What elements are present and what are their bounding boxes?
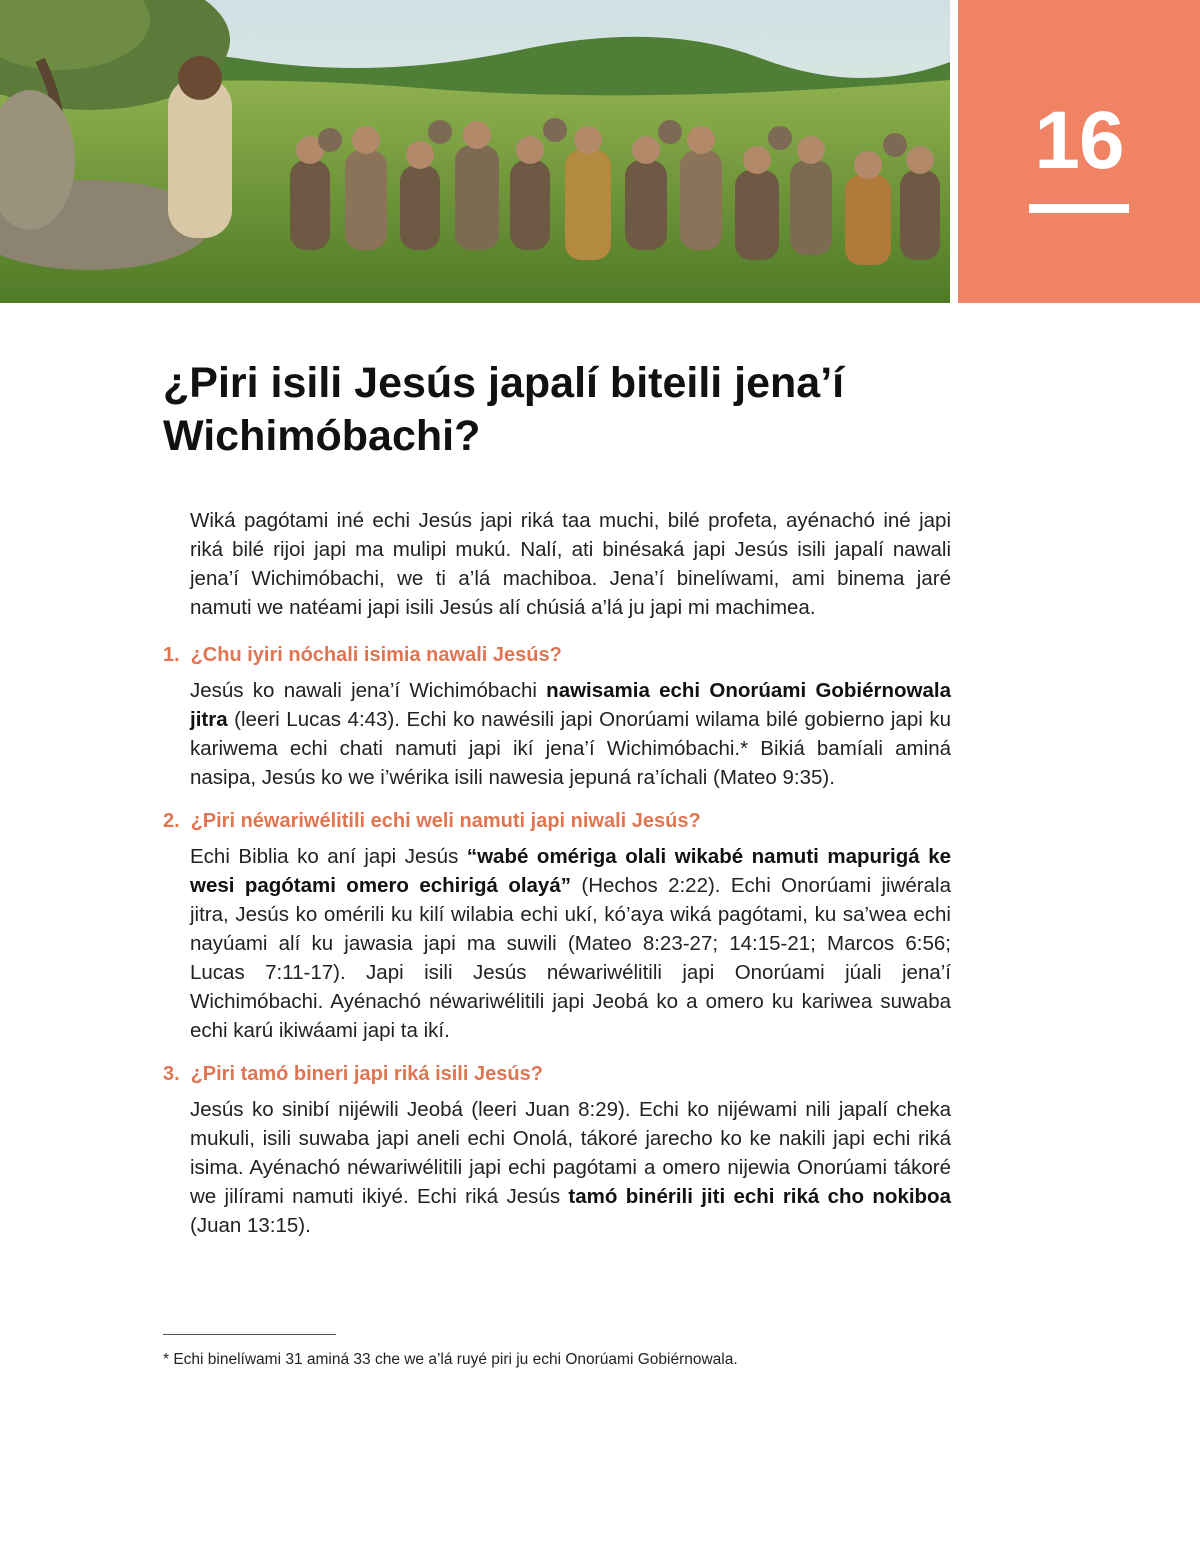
question-number: 1.	[163, 644, 180, 666]
answer-paragraph	[190, 842, 951, 1045]
answer-paragraph	[190, 676, 951, 792]
hero-illustration	[0, 0, 950, 303]
footnote-divider	[163, 1334, 336, 1335]
answer-key-point: tamó binérili jiti echi riká cho nokiboa	[568, 1185, 951, 1208]
answer-text: Echi Biblia ko aní japi Jesús	[190, 845, 467, 868]
answer-text: Jesús ko nawali jena’í Wichimóbachi	[190, 679, 547, 702]
page-title: ¿Piri isili Jesús japalí biteili jena’í Wichimóbachi?	[163, 359, 845, 460]
question-heading	[163, 642, 951, 668]
answer-text: (Juan 13:15).	[190, 1214, 311, 1237]
lesson-number-underline	[1029, 204, 1129, 213]
section-1	[163, 642, 951, 792]
answer-paragraph	[190, 1095, 951, 1240]
question-text: ¿Piri tamó bineri japi riká isili Jesús?	[190, 1063, 543, 1085]
lesson-number: 16	[1034, 95, 1124, 186]
question-text: ¿Chu iyiri nóchali isimia nawali Jesús?	[190, 644, 562, 666]
question-number: 2.	[163, 810, 180, 832]
section-2	[163, 808, 951, 1045]
answer-text: Jesús ko sinibí nijéwili Jeobá (leeri Juan 8:29). Echi ko nijéwami nili japalí cheka mukuli, isili suwaba japi aneli echi Onolá, tákoré jarecho ko ke nakili japi echi riká isima. Ayénachó néwariwélitili japi echi pagótami a omero nijewia Onorúami tákoré we jilírami namuti ikiyé. Echi riká Jesús	[190, 1098, 951, 1208]
lesson-content	[163, 506, 951, 1240]
question-heading	[163, 808, 951, 834]
lesson-number-box	[958, 0, 1200, 303]
answer-key-point: nawisamia echi Onorúami Gobiérnowala jitra	[190, 679, 951, 731]
hero-image	[0, 0, 950, 303]
answer-key-point: “wabé omériga olali wikabé namuti mapurigá ke wesi pagótami omero echirigá olayá”	[190, 845, 951, 897]
answer-text: (Hechos 2:22). Echi Onorúami jiwérala jitra, Jesús ko omérili ku kilí wilabia echi ukí, kó’aya wiká pagótami, ku sa’wea echi nayúami alí ku jawasia japi ma suwili (Mateo 8:23-27; 14:15-21; Marcos 6:56; Lucas 7:11-17). Japi isili Jesús néwariwélitili japi Onorúami júali jena’í Wichimóbachi. Ayénachó néwariwélitili japi Jeobá ko a omero ku kariwea suwaba echi karú ikiwáami japi ta ikí.	[190, 874, 951, 1042]
question-text: ¿Piri néwariwélitili echi weli namuti japi niwali Jesús?	[190, 810, 701, 832]
question-number: 3.	[163, 1063, 180, 1085]
question-heading	[163, 1061, 951, 1087]
intro-paragraph: Wiká pagótami iné echi Jesús japi riká taa muchi, bilé profeta, ayénachó iné japi riká bilé rijoi japi ma mulipi mukú. Nalí, ati binésaká japi Jesús isili japalí nawali jena’í Wichimóbachi, we ti a’lá machiboa. Jena’í binelíwami, ami binema jaré namuti we natéami japi isili Jesús alí chúsiá a’lá ju japi mi machimea.	[190, 509, 951, 619]
footnote: * Echi binelíwami 31 aminá 33 che we a’lá ruyé piri ju echi Onorúami Gobiérnowala.	[163, 1351, 738, 1368]
answer-text: (leeri Lucas 4:43). Echi ko nawésili japi Onorúami wilama bilé gobierno japi ku kariwema echi chati namuti japi ikí jena’í Wichimóbachi.* Bikiá bamíali aminá nasipa, Jesús ko we i’wérika isili nawesia jepuná ra’íchali (Mateo 9:35).	[190, 708, 951, 789]
section-3	[163, 1061, 951, 1240]
